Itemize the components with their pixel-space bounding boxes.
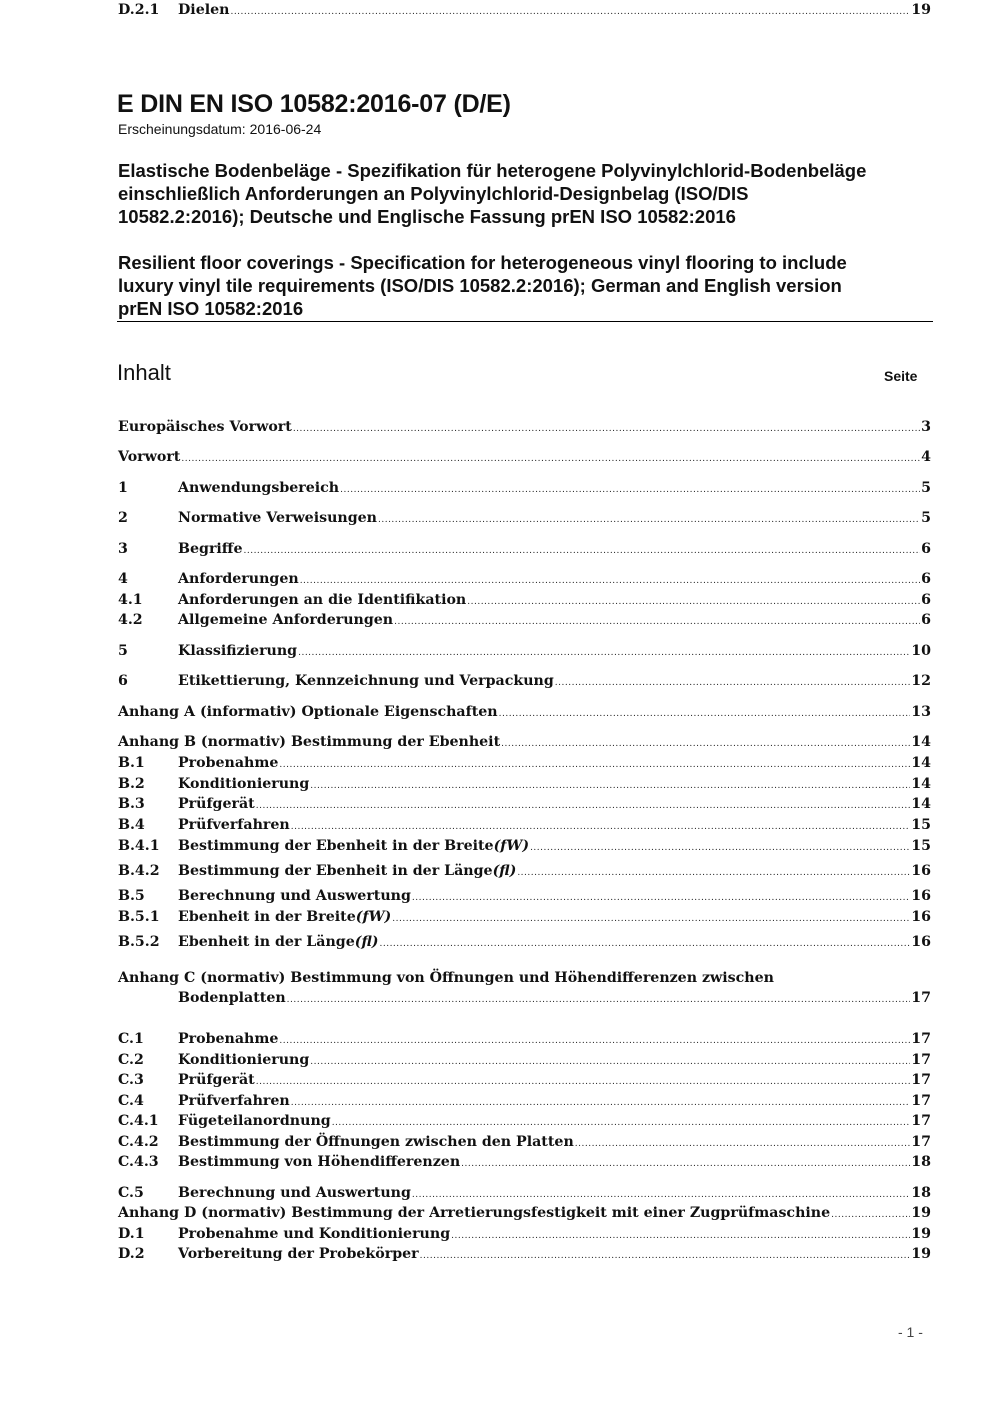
toc-entry-page: 6 bbox=[921, 571, 931, 587]
toc-entry-page: 14 bbox=[911, 734, 931, 750]
toc-leader-dots bbox=[256, 1072, 911, 1092]
toc-entry-page: 19 bbox=[911, 2, 931, 18]
toc-entry-number: B.3 bbox=[118, 796, 145, 812]
toc-entry-title: Anforderungen an die Identifikation bbox=[178, 592, 467, 608]
toc-entry-number: 2 bbox=[118, 510, 128, 526]
toc-entry-title-continued: Bodenplatten bbox=[178, 990, 286, 1006]
toc-entry-page: 16 bbox=[911, 888, 931, 904]
toc-page-column-label: Seite bbox=[884, 368, 918, 384]
toc-entry[interactable] bbox=[118, 417, 931, 437]
toc-leader-dots bbox=[310, 776, 910, 796]
toc-entry-page: 16 bbox=[911, 909, 931, 925]
toc-entry-title: Prüfgerät bbox=[178, 796, 255, 812]
toc-entry-symbol: (fW) bbox=[493, 838, 530, 854]
toc-leader-dots bbox=[300, 571, 920, 591]
toc-entry[interactable] bbox=[118, 815, 931, 835]
toc-entry-number: C.4.1 bbox=[118, 1113, 159, 1129]
toc-entry-number: 4.1 bbox=[118, 592, 143, 608]
toc-entry[interactable] bbox=[118, 641, 931, 661]
toc-entry[interactable] bbox=[118, 539, 931, 559]
toc-leader-dots bbox=[293, 419, 920, 439]
toc-entry[interactable] bbox=[118, 1244, 931, 1264]
toc-entry-number: 5 bbox=[118, 643, 128, 659]
toc-entry-number: B.1 bbox=[118, 755, 145, 771]
title-divider bbox=[117, 321, 933, 322]
toc-entry[interactable] bbox=[118, 836, 931, 856]
toc-entry-page: 17 bbox=[911, 1134, 931, 1150]
toc-leader-dots bbox=[831, 1205, 910, 1225]
toc-entry-number: C.4.3 bbox=[118, 1154, 159, 1170]
toc-entry-title: Anforderungen bbox=[178, 571, 299, 587]
toc-entry[interactable] bbox=[118, 968, 931, 988]
toc-entry-number: B.2 bbox=[118, 776, 145, 792]
toc-entry-number: 1 bbox=[118, 480, 128, 496]
toc-entry-title: Ebenheit in der Breite bbox=[178, 909, 356, 925]
toc-entry-number: C.4 bbox=[118, 1093, 144, 1109]
toc-entry-page: 4 bbox=[921, 449, 931, 465]
toc-entry-page: 17 bbox=[911, 1113, 931, 1129]
toc-leader-dots bbox=[181, 449, 920, 469]
toc-entry-page: 17 bbox=[911, 1093, 931, 1109]
toc-entry-title: Bestimmung von Höhendifferenzen bbox=[178, 1154, 461, 1170]
toc-entry-number: 3 bbox=[118, 541, 128, 557]
toc-entry[interactable] bbox=[118, 590, 931, 610]
toc-entry-page: 13 bbox=[911, 704, 931, 720]
toc-entry[interactable] bbox=[118, 732, 931, 752]
toc-entry-title: Prüfgerät bbox=[178, 1072, 255, 1088]
toc-entry[interactable] bbox=[118, 932, 931, 952]
toc-entry[interactable] bbox=[118, 610, 931, 630]
toc-entry[interactable] bbox=[118, 907, 931, 927]
title-german bbox=[118, 159, 938, 228]
toc-entry-page: 6 bbox=[921, 612, 931, 628]
toc-leader-dots bbox=[499, 704, 911, 724]
toc-leader-dots bbox=[291, 817, 911, 837]
toc-entry-page: 19 bbox=[911, 1246, 931, 1262]
toc-entry-title: Etikettierung, Kennzeichnung und Verpackung bbox=[178, 673, 554, 689]
title-german-line: Elastische Bodenbeläge - Spezifikation für heterogene Polyvinylchlorid-Bodenbeläge bbox=[118, 160, 867, 181]
toc-entry-number: C.2 bbox=[118, 1052, 144, 1068]
toc-entry-page: 18 bbox=[911, 1154, 931, 1170]
toc-entry[interactable] bbox=[118, 508, 931, 528]
toc-leader-dots bbox=[243, 541, 920, 561]
toc-entry[interactable] bbox=[118, 1050, 931, 1070]
toc-entry-page: 14 bbox=[911, 776, 931, 792]
toc-entry-title: Bestimmung der Öffnungen zwischen den Platten bbox=[178, 1134, 574, 1150]
title-english bbox=[118, 251, 938, 320]
toc-leader-dots bbox=[394, 612, 920, 632]
toc-entry-page: 14 bbox=[911, 796, 931, 812]
toc-entry[interactable] bbox=[118, 753, 931, 773]
toc-entry-title: Vorbereitung der Probekörper bbox=[178, 1246, 419, 1262]
toc-entry-number: B.5.1 bbox=[118, 909, 160, 925]
toc-entry-number: B.5 bbox=[118, 888, 145, 904]
toc-entry-symbol: (fl) bbox=[354, 934, 379, 950]
toc-entry-page: 5 bbox=[921, 480, 931, 496]
toc-entry-title: Anhang B (normativ) Bestimmung der Ebenheit bbox=[118, 734, 501, 750]
toc-entry[interactable] bbox=[118, 774, 931, 794]
toc-entry-title: Klassifizierung bbox=[178, 643, 298, 659]
toc-entry[interactable] bbox=[118, 478, 931, 498]
toc-entry[interactable] bbox=[118, 1029, 931, 1049]
toc-entry[interactable] bbox=[118, 794, 931, 814]
toc-entry-page: 6 bbox=[921, 592, 931, 608]
toc-entry-title: Bestimmung der Ebenheit in der Breite bbox=[178, 838, 494, 854]
toc-leader-dots bbox=[379, 934, 910, 954]
toc-entry-page: 16 bbox=[911, 934, 931, 950]
publication-date bbox=[118, 121, 321, 137]
toc-leader-dots bbox=[230, 2, 910, 22]
toc-entry-title: Anwendungsbereich bbox=[178, 480, 340, 496]
toc-entry-number: 4.2 bbox=[118, 612, 143, 628]
toc-entry[interactable] bbox=[118, 0, 931, 20]
toc-leader-dots bbox=[256, 796, 911, 816]
toc-entry-title: Normative Verweisungen bbox=[178, 510, 377, 526]
toc-entry-title: Europäisches Vorwort bbox=[118, 419, 292, 435]
toc-entry-number: B.4 bbox=[118, 817, 145, 833]
toc-entry[interactable] bbox=[118, 1203, 931, 1223]
toc-leader-dots bbox=[378, 510, 920, 530]
title-german-line: 10582.2:2016); Deutsche und Englische Fassung prEN ISO 10582:2016 bbox=[118, 206, 736, 227]
toc-leader-dots bbox=[291, 1093, 911, 1113]
toc-entry-title: Anhang C (normativ) Bestimmung von Öffnungen und Höhendifferenzen zwischen bbox=[118, 970, 774, 986]
publication-date-label: Erscheinungsdatum: bbox=[118, 121, 246, 137]
toc-entry-title: Ebenheit in der Länge bbox=[178, 934, 355, 950]
toc-entry[interactable] bbox=[118, 447, 931, 467]
toc-entry-title: Bestimmung der Ebenheit in der Länge bbox=[178, 863, 493, 879]
toc-leader-dots bbox=[501, 734, 910, 754]
toc-entry[interactable] bbox=[118, 1132, 931, 1152]
toc-entry-number: C.3 bbox=[118, 1072, 144, 1088]
toc-leader-dots bbox=[467, 592, 920, 612]
toc-entry-title: Prüfverfahren bbox=[178, 817, 290, 833]
toc-entry-page: 19 bbox=[911, 1226, 931, 1242]
toc-leader-dots bbox=[298, 643, 910, 663]
toc-entry[interactable] bbox=[118, 1224, 931, 1244]
toc-leader-dots bbox=[279, 1031, 910, 1051]
toc-entry[interactable] bbox=[118, 886, 931, 906]
title-german-line: einschließlich Anforderungen an Polyvinylchlorid-Designbelag (ISO/DIS bbox=[118, 183, 749, 204]
toc-entry-page: 3 bbox=[921, 419, 931, 435]
toc-entry-page: 10 bbox=[911, 643, 931, 659]
toc-entry-page: 5 bbox=[921, 510, 931, 526]
toc-entry-number: B.5.2 bbox=[118, 934, 160, 950]
toc-entry[interactable] bbox=[118, 671, 931, 691]
toc-entry-number: B.4.2 bbox=[118, 863, 160, 879]
toc-entry-title: Dielen bbox=[178, 2, 230, 18]
toc-entry-title: Anhang D (normativ) Bestimmung der Arretierungsfestigkeit mit einer Zugprüfmaschine bbox=[118, 1205, 831, 1221]
title-english-line: luxury vinyl tile requirements (ISO/DIS 10582.2:2016); German and English version bbox=[118, 275, 842, 296]
toc-leader-dots bbox=[517, 863, 910, 883]
toc-entry-page: 17 bbox=[911, 1031, 931, 1047]
toc-entry-continuation[interactable] bbox=[118, 988, 931, 1008]
toc-entry-page: 17 bbox=[911, 990, 931, 1006]
toc-entry-title: Allgemeine Anforderungen bbox=[178, 612, 394, 628]
toc-entry-number: B.4.1 bbox=[118, 838, 160, 854]
toc-leader-dots bbox=[340, 480, 920, 500]
toc-entry-title: Konditionierung bbox=[178, 1052, 310, 1068]
toc-entry[interactable] bbox=[118, 861, 931, 881]
title-english-line: prEN ISO 10582:2016 bbox=[118, 298, 304, 319]
page-number: - 1 - bbox=[898, 1324, 923, 1340]
toc-entry-title: Konditionierung bbox=[178, 776, 310, 792]
toc-entry-title: Probenahme bbox=[178, 755, 279, 771]
toc-leader-dots bbox=[451, 1226, 910, 1246]
toc-leader-dots bbox=[412, 1185, 910, 1205]
toc-entry-page: 19 bbox=[911, 1205, 931, 1221]
title-english-line: Resilient floor coverings - Specification for heterogeneous vinyl flooring to include bbox=[118, 252, 847, 273]
toc-entry-number: D.2 bbox=[118, 1246, 145, 1262]
toc-entry[interactable] bbox=[118, 702, 931, 722]
toc-entry-page: 17 bbox=[911, 1052, 931, 1068]
toc-entry[interactable] bbox=[118, 1183, 931, 1203]
publication-date-value: 2016-06-24 bbox=[249, 121, 322, 137]
toc-leader-dots bbox=[332, 1113, 911, 1133]
toc-entry-symbol: (fl) bbox=[492, 863, 517, 879]
toc-entry-title: Prüfverfahren bbox=[178, 1093, 290, 1109]
toc-entry-title: Vorwort bbox=[118, 449, 181, 465]
toc-entry-title: Probenahme und Konditionierung bbox=[178, 1226, 451, 1242]
toc-leader-dots bbox=[461, 1154, 910, 1174]
toc-leader-dots bbox=[575, 1134, 910, 1154]
toc-entry-number: D.1 bbox=[118, 1226, 145, 1242]
toc-entry[interactable] bbox=[118, 1111, 931, 1131]
toc-entry-page: 12 bbox=[911, 673, 931, 689]
toc-entry-number: C.4.2 bbox=[118, 1134, 159, 1150]
toc-entry-page: 6 bbox=[921, 541, 931, 557]
toc-entry-title: Probenahme bbox=[178, 1031, 279, 1047]
toc-leader-dots bbox=[287, 990, 911, 1010]
toc-entry-page: 17 bbox=[911, 1072, 931, 1088]
toc-entry[interactable] bbox=[118, 569, 931, 589]
toc-entry-title: Berechnung und Auswertung bbox=[178, 888, 411, 904]
toc-leader-dots bbox=[392, 909, 910, 929]
toc-entry-page: 18 bbox=[911, 1185, 931, 1201]
toc-entry-title: Fügeteilanordnung bbox=[178, 1113, 331, 1129]
toc-entry-page: 15 bbox=[911, 817, 931, 833]
toc-entry[interactable] bbox=[118, 1091, 931, 1111]
toc-entry-symbol: (fW) bbox=[355, 909, 392, 925]
toc-leader-dots bbox=[310, 1052, 910, 1072]
toc-entry-title: Anhang A (informativ) Optionale Eigenschaften bbox=[118, 704, 498, 720]
toc-leader-dots bbox=[530, 838, 910, 858]
toc-entry-page: 15 bbox=[911, 838, 931, 854]
toc-entry[interactable] bbox=[118, 1070, 931, 1090]
toc-entry-title: Begriffe bbox=[178, 541, 243, 557]
toc-entry-number: C.5 bbox=[118, 1185, 144, 1201]
toc-entry[interactable] bbox=[118, 1152, 931, 1172]
toc-leader-dots bbox=[420, 1246, 911, 1266]
toc-leader-dots bbox=[412, 888, 910, 908]
toc-entry-page: 14 bbox=[911, 755, 931, 771]
toc-entry-title: Berechnung und Auswertung bbox=[178, 1185, 411, 1201]
document-id: E DIN EN ISO 10582:2016-07 (D/E) bbox=[117, 90, 511, 118]
toc-entry-number: D.2.1 bbox=[118, 2, 160, 18]
toc-entry-number: 4 bbox=[118, 571, 128, 587]
toc-leader-dots bbox=[279, 755, 910, 775]
toc-entry-page: 16 bbox=[911, 863, 931, 879]
toc-entry-number: C.1 bbox=[118, 1031, 144, 1047]
toc-leader-dots bbox=[555, 673, 910, 693]
toc-heading: Inhalt bbox=[117, 360, 171, 385]
toc-entry-number: 6 bbox=[118, 673, 128, 689]
